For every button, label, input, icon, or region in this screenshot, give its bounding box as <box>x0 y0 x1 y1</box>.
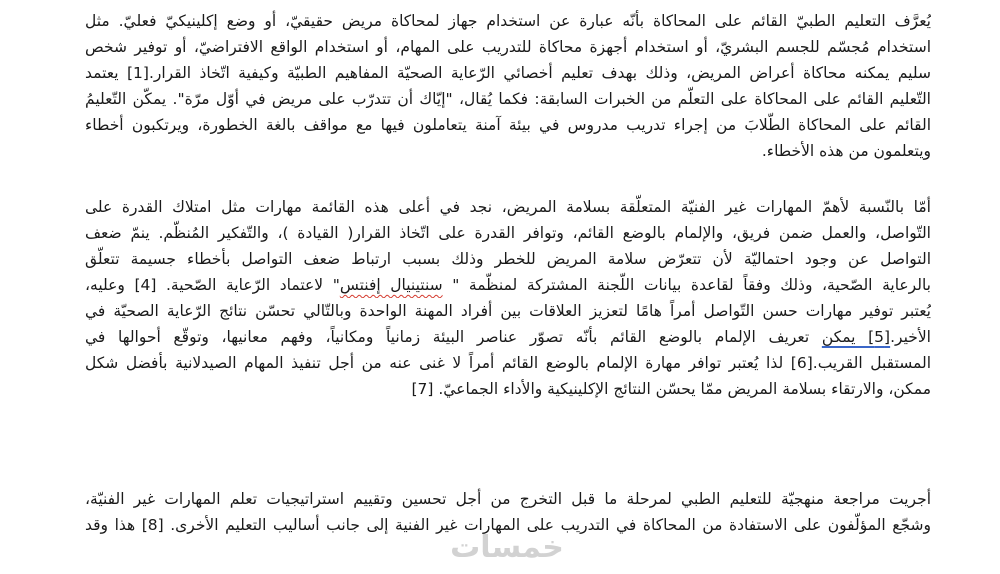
text-line <box>85 86 931 112</box>
text-line <box>85 246 931 272</box>
text-line <box>85 138 931 164</box>
text-line <box>85 60 931 86</box>
grammar-flagged-text: [5] يمكن <box>821 328 891 346</box>
text-line <box>85 34 931 60</box>
text-line <box>85 376 931 402</box>
text-run: وشجّع المؤلّفون على الاستفادة من المحاكاة في التدريب على المهارات غير الفنية إلى جانب أساليب التعليم الأخرى. [8] هذا وقد <box>85 516 931 534</box>
text-run: الأخير. <box>890 328 931 346</box>
text-line <box>85 324 931 350</box>
paragraph-2 <box>85 194 931 402</box>
text-run: ممكن، والارتقاء بسلامة المريض ممّا يحسّن النتائج الإكلينيكية والأداء الجماعيّ. [7] <box>411 380 931 398</box>
text-line <box>85 486 931 512</box>
text-run: " لاعتماد الرّعاية الصّحية. [4] وعليه، <box>85 276 340 294</box>
text-run: استخدام مُجسّم للجسم البشريّ، أو استخدام أجهزة محاكاة للتدريب على المهام، أو استخدام الواقع الافتراضيّ، أو توفير شخص <box>85 38 931 56</box>
text-line <box>85 112 931 138</box>
spellcheck-flagged-text: سنتينيال إفنتس <box>339 276 443 294</box>
text-line <box>85 194 931 220</box>
text-run: التّواصل، والعمل ضمن فريق، والإلمام بالوضع القائم، وتوافر القدرة على اتّخاذ القرار⁦)⁩ القيادة ⁦(⁩، والتّفكير المُنظّم. ينمّ ضعف <box>85 224 931 242</box>
text-run: بالرعاية الصّحية، وذلك وفقاً لقاعدة بيانات اللّجنة المشتركة لمنظّمة " <box>442 276 931 294</box>
text-run: المستقبل القريب.[6] لذا يُعتبر توافر مهارة الإلمام بالوضع القائم أمراً لا غنى عنه من أجل تنفيذ المهام الصيدلانية بأفضل شكل <box>85 354 931 372</box>
khamsat-watermark: خمسات <box>450 530 564 565</box>
text-line <box>85 8 931 34</box>
text-run: القائم على المحاكاة الطّلابَ من إجراء تدريب مدروس في بيئة آمنة يتعاملون فيها مع مواقف بالغة الخطورة، ويرتكبون أخطاء <box>85 116 931 134</box>
text-line <box>85 220 931 246</box>
text-run: سليم يمكنه محاكاة أعراض المريض، وذلك بهدف تعليم أخصائي الرّعاية الصحيّة المفاهيم الطبيّة وكيفية اتّخاذ القرار.[1] يعتمد <box>85 64 931 82</box>
text-run: يُعتبر توفير مهارات حسن التّواصل أمراً هامًا لتعزيز العلاقات بين أفراد المهنة الواحدة وبالتّالي تحسّن نتائج الرّعاية الصحيّة في <box>85 302 931 320</box>
text-line <box>85 272 931 298</box>
text-run: يُعرَّف التعليم الطبيّ القائم على المحاكاة بأنّه عبارة عن استخدام جهاز لمحاكاة مريض حقيقيّ، أو وضع إكلينيكيّ فعليّ. مثل <box>85 12 931 30</box>
text-run: أجريت مراجعة منهجيّة للتعليم الطبي لمرحلة ما قبل التخرج من أجل تحسين وتقييم استراتيجيات تعلم المهارات غير الفنيّة، <box>85 490 931 508</box>
text-run: التواصل عن وجود احتماليّة لأن تتعرّض سلامة المريض للخطر وذلك بسبب ارتباط ضعف التواصل بأخطاء جسيمة تتعلّق <box>85 250 931 268</box>
paragraph-1 <box>85 8 931 164</box>
text-run: التّعليم القائم على المحاكاة على التعلّم من الخبرات السابقة: فكما يُقال، "إيّاك أن تتدرّب على مريض في أوّل مرّة". يمكّن التّعليمُ <box>85 90 931 108</box>
text-run: أمّا بالنّسبة لأهمّ المهارات غير الفنيّة المتعلّقة بسلامة المريض، نجد في أعلى هذه القائمة مهارات مثل امتلاك القدرة على <box>85 198 931 216</box>
text-line <box>85 350 931 376</box>
text-line <box>85 298 931 324</box>
text-run: تعريف الإلمام بالوضع القائم بأنّه تصوّر عناصر البيئة زمانياً ومكانياً، وفهم معانيها، وتوقّع أحوالها في <box>85 328 822 346</box>
text-run: ويتعلمون من هذه الأخطاء. <box>761 142 931 160</box>
